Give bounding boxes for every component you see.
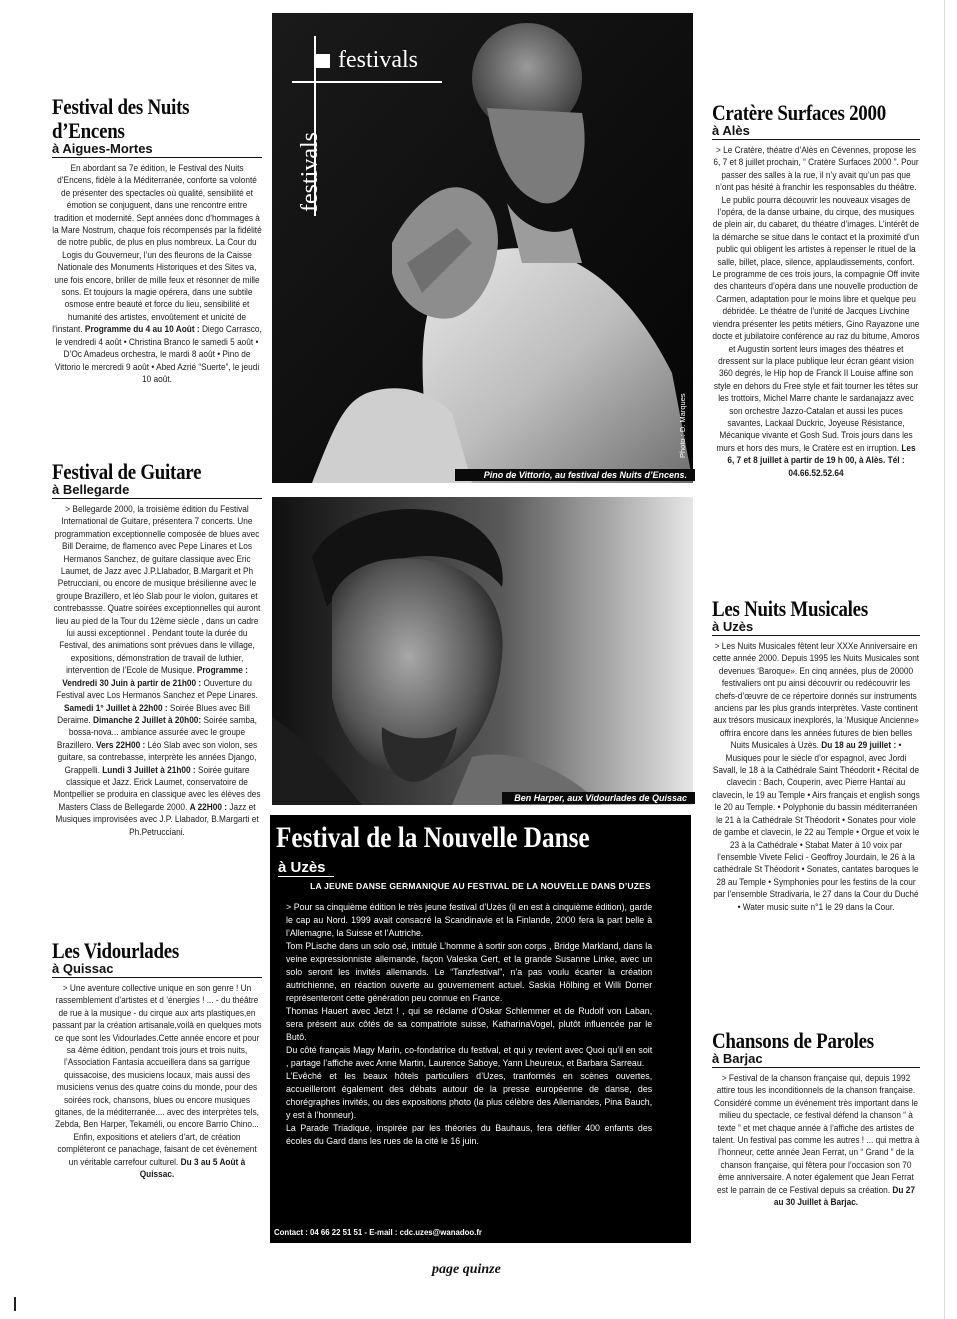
article-place: à Uzès [712,620,920,636]
article-body [52,162,262,385]
body-paragraph: > Le Cratère, théatre d’Alès en Cévennes, propose les 6, 7 et 8 juillet prochain, “ Cratère Surfaces 2000 ”. Pour passer des salles à la rue, il n’y avait qu’un pas que n’ont pas hésité à franchir les responsables du théâtre. Le public pourra découvrir les nouveaux visages de l’opéra, de la danse urbaine, du cirque, des musiques de plein air, du cabaret, du théatre d’images. L’intérêt de la démarche se situe dans le contact et la proximité d’un public qui obligent les artistes à repenser le rituel de la salle, billet, place, silence, applaudissements, confort. Le programme de ces trois jours, la compagnie Off invite des chanteurs d’opéra dans une nouvelle production de Carmen, adaptation pour le moins libre et quelque peu débridée. Le théatre de l’unité de Jacques Livchine viendra présenter les petits métiers, Gino Rayazone une docte et jubilatoire conférence au raz du bitume, Amoros et Augustin sortent leurs images des théatres et dressent sur la place publique leur écran géant vision 360 degrés, le Hip hop de Franck II Louise affine son style en dehors du Free style et fait tourner les têtes sur les trottoirs, Michel Marre chante le sardanajazz avec son orchestre Jazzo-Catalan et aussi les puces savantes, Lackaal Duckric, Joyeuse Résistance, Mécanique vivante et Gosh Sud. Trois jours dans les murs et hors des murs, le Cratère est en irruption. [712,145,920,453]
body-paragraph: Du côté français Magy Marin, co-fondatrice du festival, et qui y revient avec Quoi qu’il en soit , partage l’affiche avec Anne Martin, Laurence Saboye, Yann Lheureux, et Barbara Sarreau. [286,1045,653,1069]
date-text: Soirée samba, bossa-nova... ambiance assurée avec le groupe Brazillero. [56,714,257,750]
body-paragraph: Tom PLische dans un solo osé, intitulé L’homme à sortir son corps , Bridge Markland, dans la veine expressionniste allemande, façon Valeska Gert, et la grande Susanne Linke, avec un solo seront les invités allemands. Le “Tanzfestival”, n’a pas voulu écarter la création autrichienne, en réaction ouverte au gouvernement actuel. Saskia Hölbing et Willi Dorner représenteront cette génération peu connue en France. [286,941,653,1004]
dates: Du 18 au 29 juillet : [821,740,897,751]
article-place: à Aigues-Mortes [52,142,262,158]
article-body [52,503,262,838]
body-paragraph: > Une aventure collective unique en son genre ! Un rassemblement d’artistes et d ’énergies ! ... - du théâtre de rue à la musique - du cirque aux arts plastiques,en passant par la création artisanale,voilà en quelques mots ce que sont les Vidourlades.Cette année encore et pour sa 4ème édition, pendant trois jours et trois nuits, l’Association Fantasia accueillera dans sa garrigue quissacoise, des musiciens locaux, mais aussi des musiciens venus des quatre coins du monde, pour des soirées rock, chansons, blues ou encore musiques gitanes, de la méditerranée.... avec des interprètes tels, Zebda, Ben Harper, Tekaméli, ou encore Barrio Chino... Enfin, expositions et ateliers d’art, de création compléteront ce panachage, faisant de cet évènement un véritable carrefour culturel. [52,983,262,1167]
article-body [286,901,652,1148]
article-encens [52,96,262,385]
dates: Du 3 au 5 Août à Quissac. [139,1156,246,1180]
article-body [712,1072,920,1208]
photo-caption: Ben Harper, aux Vidourlades de Quissac [502,792,695,804]
body-paragraph: > Les Nuits Musicales fêtent leur XXXe Anniversaire en cette année 2000. Depuis 1995 les Nuits Musicales sont devenues ‘Baroque». En cinq années, plus de 20000 festivaliers ont pu ainsi découvrir ou redécouvrir les chefs-d’œuvre de ce répertoire donnés sur instruments anciens par les plus grands interprètes. Vaste continent aux trésors musicaux inexplorés, la ‘Musique Ancienne» offrira encore dans les années futures de bien belles Nuits Musicales à Uzès. [712,641,920,751]
article-place: à Barjac [712,1052,920,1068]
date-label: Vendredi 30 Juin à partir de 21h00 : [62,677,202,688]
article-title: Festival de Guitare [52,459,202,484]
masthead [292,36,462,232]
date-label: Samedi 1° Juillet à 22h00 : [63,702,168,713]
scan-mark [14,1297,16,1311]
date-text: Soirée guitare classique et Jazz. Erick Laumet, conservatoire de Montpellier se produira en classique avec les élèves des Masters Class de Bellegarde 2000. [53,764,261,812]
dates: Les 6, 7 et 8 juillet à partir de 19 h 00, à Alès. Tél : 04.66.52.52.64 [727,442,916,478]
date-label: A 22H00 : [189,801,228,812]
program-label: Programme : [196,665,248,676]
article-body [712,144,920,479]
photo-credit: Photo : D. Marques [678,393,687,458]
photo-caption: Pino de Vittorio, au festival des Nuits d’Encens. [455,469,695,481]
program-text: Diego Carrasco, le vendredi 4 août • Christina Branco le samedi 5 août • D’Oc Amadeus orchestra, le mardi 8 août • Pino de Vittorio le mercredi 9 août • Abed Azrié “Suerte”, le jeudi 10 août. [54,324,262,384]
article-title: Cratère Surfaces 2000 [712,100,886,125]
body-paragraph: Thomas Hauert avec Jetzt ! , qui se réclame d’Oskar Schlemmer et de Rudolf von Laban, sera présent aux côtés de sa compatriote suisse, KatharinaVogel, plutôt influencée par le Butô. [286,1006,653,1043]
article-subtitle: LA JEUNE DANSE GERMANIQUE AU FESTIVAL DE LA NOUVELLE DANS D’UZES [310,881,651,891]
article-nouvelle-danse [270,815,691,1243]
date-label: Dimanche 2 Juillet à 20h00: [93,714,202,725]
date-text: Ouverture du Festival avec Los Hermanos Sanchez et Pepe Linares. [56,677,258,701]
masthead-word-horizontal: festivals [338,47,418,73]
body-paragraph: La Parade Triadique, inspirée par les théories du Bauhaus, fera défiler 400 enfants des écoles du Gard dans les rues de la cité le 16 juin. [286,1123,653,1147]
article-title-line2: d’Encens [52,118,125,143]
article-title: Les Nuits Musicales [712,596,868,621]
article-body [712,640,920,913]
article-title: Festival de la Nouvelle Danse [276,821,590,854]
date-text: Jazz et Musiques improvisées avec J.P. Llabador, B.Margarti et Ph.Petrucciani. [55,801,259,837]
article-nuits-musicales [712,598,920,913]
article-vidourlades [52,940,262,1181]
photo-illustration [272,497,693,805]
page-edge [944,0,945,1319]
program-text: • Musiques pour le siècle d’or espagnol, avec Jordi Savall, le 18 à la Cathédrale Saint Théodorit • Récital de clavecin : Bach, Couperin, avec Pierre Hantaï au clavecin, le 19 au Temple • Airs français et english songs le 20 au Temple. • Polyphonie du bassin méditerranéen le 21 à la Cathédrale St Théodorit • Sonates pour viole de gambe et clavecin, le 22 au Temple • Orgue et voix le 23 à la Cathédrale • Stabat Mater à 10 voix par l’ensemble Vivete Felici - Geoffroy Jourdain, le 26 à la cathédrale St Théodorit • Sonates, cantates baroques le 28 au Temple • Symphonies pour les festins de la cour par l’ensemble Stradivaria, le 27 dans la Cour du Duché • Water music suite n°1 le 29 dans la Cour. [712,740,920,912]
masthead-frame-bar [292,81,442,83]
dates: Du 27 au 30 Juillet à Barjac. [773,1184,915,1208]
article-chansons-de-paroles [712,1030,920,1208]
page-number: page quinze [432,1262,501,1277]
contact-line: Contact : 04 66 22 51 51 - E-mail : cdc.uzes@wanadoo.fr [274,1227,482,1237]
body-paragraph: > Pour sa cinquième édition le très jeune festival d’Uzès (il en est à cinquième édition), garde le cap au Nord. 1999 avait consacré la Scandinavie et la Finlande, 2000 fera la part belle à l’Allemagne, la Suisse et l’Autriche. [286,902,653,939]
article-cratere [712,102,920,479]
article-body [52,982,262,1181]
program-label: Programme du 4 au 10 Août : [84,324,200,335]
body-paragraph: L’Evêché et les beaux hôtels particuliers d’Uzes, tranformés en scènes ouvertes, accueilleront également des débats autour de la presse européenne de danse, des chorégraphes invités, ou des expositions photo (la plus célèbre des Allemandes, Pina Bauch, y est à l’honneur). [286,1071,653,1121]
masthead-square [316,54,330,68]
article-place: à Quissac [52,962,262,978]
article-guitare [52,461,262,838]
date-text: Soirée Blues avec Bill Deraime. [57,702,251,725]
body-paragraph: > Bellegarde 2000, la troisième édition du Festival International de Guitare, présentera 7 concerts. Une programmation exceptionnelle composée de blues avec Bill Deraime, de flamenco avec Pepe Linares et Los Hermanos Sanchez, de guitare classique avec Eric Laumet, de Jazz avec J.P.Llabador, B.Margarit et Ph Petrucciani, ou encore de musique brésilienne avec le groupe Brazillero, et léo Slab pour le violon, guitares et contrebassse. Quatre soirées exceptionnelles qui auront lieu au pied de la Tour du 12ème siècle , dans un cadre lui aussi exceptionnel . Pendant toute la durée du Festival, des animations sont prévues dans le village, expositions, démonstration de travail de luthier, intervention de l’Ecole de Musique. [53,504,261,676]
photo-ben-harper [272,497,693,805]
date-text: Léo Slab avec son violon, ses guitare, sa contrebasse, interprète les années Django, Grappelli. [57,739,258,775]
date-label: Lundi 3 Juillet à 21h00 : [102,764,196,775]
article-title: Festival des Nuits [52,94,190,119]
article-place: à Bellegarde [52,483,262,499]
article-place: à Alès [712,124,920,140]
article-title: Chansons de Paroles [712,1028,874,1053]
date-label: Vers 22H00 : [96,739,146,750]
article-title: Les Vidourlades [52,938,180,963]
body-paragraph: En abordant sa 7e édition, le Festival des Nuits d’Encens, fidèle à la Méditerranée, conforte sa volonté de présenter des spectacles où qualité, sensibilité et émotion se conjuguent, dans une rencontre entre tradition et modernité. Sept années donc d’hommages à la Mare Nostrum, chaque fois récompensés par la fidélité de notre public, de plus en plus nombreux. La Cour du Logis du Gouverneur, l’un des fleurons de la Caisse Nationale des Monuments Historiques et des Sites va, une fois encore, briller de mille feux et résonner de mille sons. Et toujours la magie opérera, dans une subtile osmose entre beauté et force du lieu, sensibilité et humanité des artistes, envoûtement et unicité de l’instant. [52,163,262,335]
body-paragraph: > Festival de la chanson française qui, depuis 1992 attire tous les inconditionnels de la chanson française. Considéré comme un événement très important dans le milieu du spectacle, ce festival défend la chanson “ à texte ” et met chaque année à l’affiche des artistes de talent. Un festival pas comme les autres ! ... qui mettra à l’honneur, cette année Jean Ferrat, un “ Grand ” de la chanson française, qui fêtera pour l’occasion son 70 ème anniversaire. A noter également que Jean Ferrat est le parrain de ce Festival depuis sa création. [712,1073,920,1195]
masthead-word-vertical: festivals [297,132,323,212]
article-place: à Uzès [278,859,334,877]
